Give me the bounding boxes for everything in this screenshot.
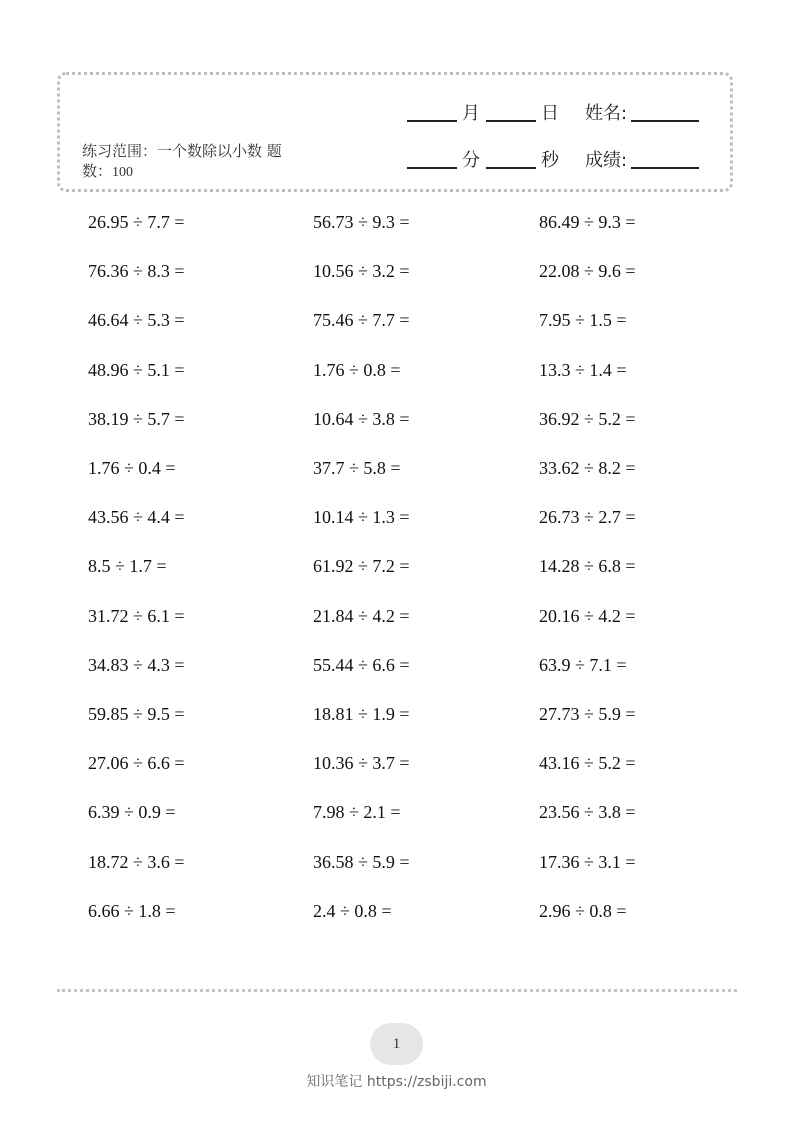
problem-item: 36.92 ÷ 5.2 =: [539, 409, 636, 429]
problem-item: 61.92 ÷ 7.2 =: [313, 556, 410, 576]
minute-label: 分: [462, 150, 480, 171]
question-count: 100: [112, 165, 134, 180]
day-blank[interactable]: [486, 114, 536, 122]
day-label: 日: [541, 103, 559, 124]
problem-item: 10.56 ÷ 3.2 =: [313, 261, 410, 281]
bottom-divider: [57, 989, 737, 992]
problem-item: 1.76 ÷ 0.8 =: [313, 360, 401, 380]
worksheet-header: [57, 72, 733, 192]
score-label: 成绩:: [585, 150, 628, 171]
name-label: 姓名:: [585, 103, 628, 124]
problem-item: 10.14 ÷ 1.3 =: [313, 507, 410, 527]
problem-item: 2.4 ÷ 0.8 =: [313, 901, 392, 921]
second-blank[interactable]: [486, 161, 536, 169]
problem-item: 26.73 ÷ 2.7 =: [539, 507, 636, 527]
problem-item: 10.64 ÷ 3.8 =: [313, 409, 410, 429]
time-score-row: [407, 144, 704, 174]
practice-range-line1: 练习范围：一个数除以小数 题: [82, 142, 282, 160]
problem-item: 76.36 ÷ 8.3 =: [88, 261, 185, 281]
minute-blank[interactable]: [407, 161, 457, 169]
second-label: 秒: [541, 150, 559, 171]
problem-item: 6.39 ÷ 0.9 =: [88, 802, 176, 822]
problem-item: 18.72 ÷ 3.6 =: [88, 852, 185, 872]
problem-item: 2.96 ÷ 0.8 =: [539, 901, 627, 921]
problem-item: 36.58 ÷ 5.9 =: [313, 852, 410, 872]
month-label: 月: [462, 103, 480, 124]
problem-item: 14.28 ÷ 6.8 =: [539, 556, 636, 576]
problem-item: 6.66 ÷ 1.8 =: [88, 901, 176, 921]
score-blank[interactable]: [631, 161, 699, 169]
problem-item: 55.44 ÷ 6.6 =: [313, 655, 410, 675]
problem-item: 31.72 ÷ 6.1 =: [88, 606, 185, 626]
problem-item: 63.9 ÷ 7.1 =: [539, 655, 627, 675]
page-number: 1: [392, 1035, 401, 1052]
problem-item: 18.81 ÷ 1.9 =: [313, 704, 410, 724]
footer-watermark: 知识笔记 https://zsbiji.com: [306, 1074, 487, 1090]
problem-item: 7.98 ÷ 2.1 =: [313, 802, 401, 822]
problem-item: 37.7 ÷ 5.8 =: [313, 458, 401, 478]
problem-item: 27.73 ÷ 5.9 =: [539, 704, 636, 724]
problem-item: 38.19 ÷ 5.7 =: [88, 409, 185, 429]
problem-item: 59.85 ÷ 9.5 =: [88, 704, 185, 724]
date-name-row: [407, 97, 704, 127]
problem-item: 26.95 ÷ 7.7 =: [88, 212, 185, 232]
problem-item: 75.46 ÷ 7.7 =: [313, 310, 410, 330]
problem-item: 7.95 ÷ 1.5 =: [539, 310, 627, 330]
question-count-prefix: 数：: [82, 162, 113, 180]
page-number-badge: [370, 1023, 423, 1065]
problem-item: 21.84 ÷ 4.2 =: [313, 606, 410, 626]
problem-item: 34.83 ÷ 4.3 =: [88, 655, 185, 675]
problem-item: 27.06 ÷ 6.6 =: [88, 753, 185, 773]
problem-item: 56.73 ÷ 9.3 =: [313, 212, 410, 232]
name-blank[interactable]: [631, 114, 699, 122]
problem-item: 8.5 ÷ 1.7 =: [88, 556, 167, 576]
problem-item: 1.76 ÷ 0.4 =: [88, 458, 176, 478]
problem-item: 43.56 ÷ 4.4 =: [88, 507, 185, 527]
problem-item: 10.36 ÷ 3.7 =: [313, 753, 410, 773]
problem-item: 23.56 ÷ 3.8 =: [539, 802, 636, 822]
practice-range: [82, 141, 317, 183]
problem-item: 22.08 ÷ 9.6 =: [539, 261, 636, 281]
problem-item: 46.64 ÷ 5.3 =: [88, 310, 185, 330]
problem-item: 86.49 ÷ 9.3 =: [539, 212, 636, 232]
problem-item: 17.36 ÷ 3.1 =: [539, 852, 636, 872]
problem-item: 13.3 ÷ 1.4 =: [539, 360, 627, 380]
problem-item: 43.16 ÷ 5.2 =: [539, 753, 636, 773]
problem-item: 20.16 ÷ 4.2 =: [539, 606, 636, 626]
problem-item: 48.96 ÷ 5.1 =: [88, 360, 185, 380]
month-blank[interactable]: [407, 114, 457, 122]
problem-item: 33.62 ÷ 8.2 =: [539, 458, 636, 478]
